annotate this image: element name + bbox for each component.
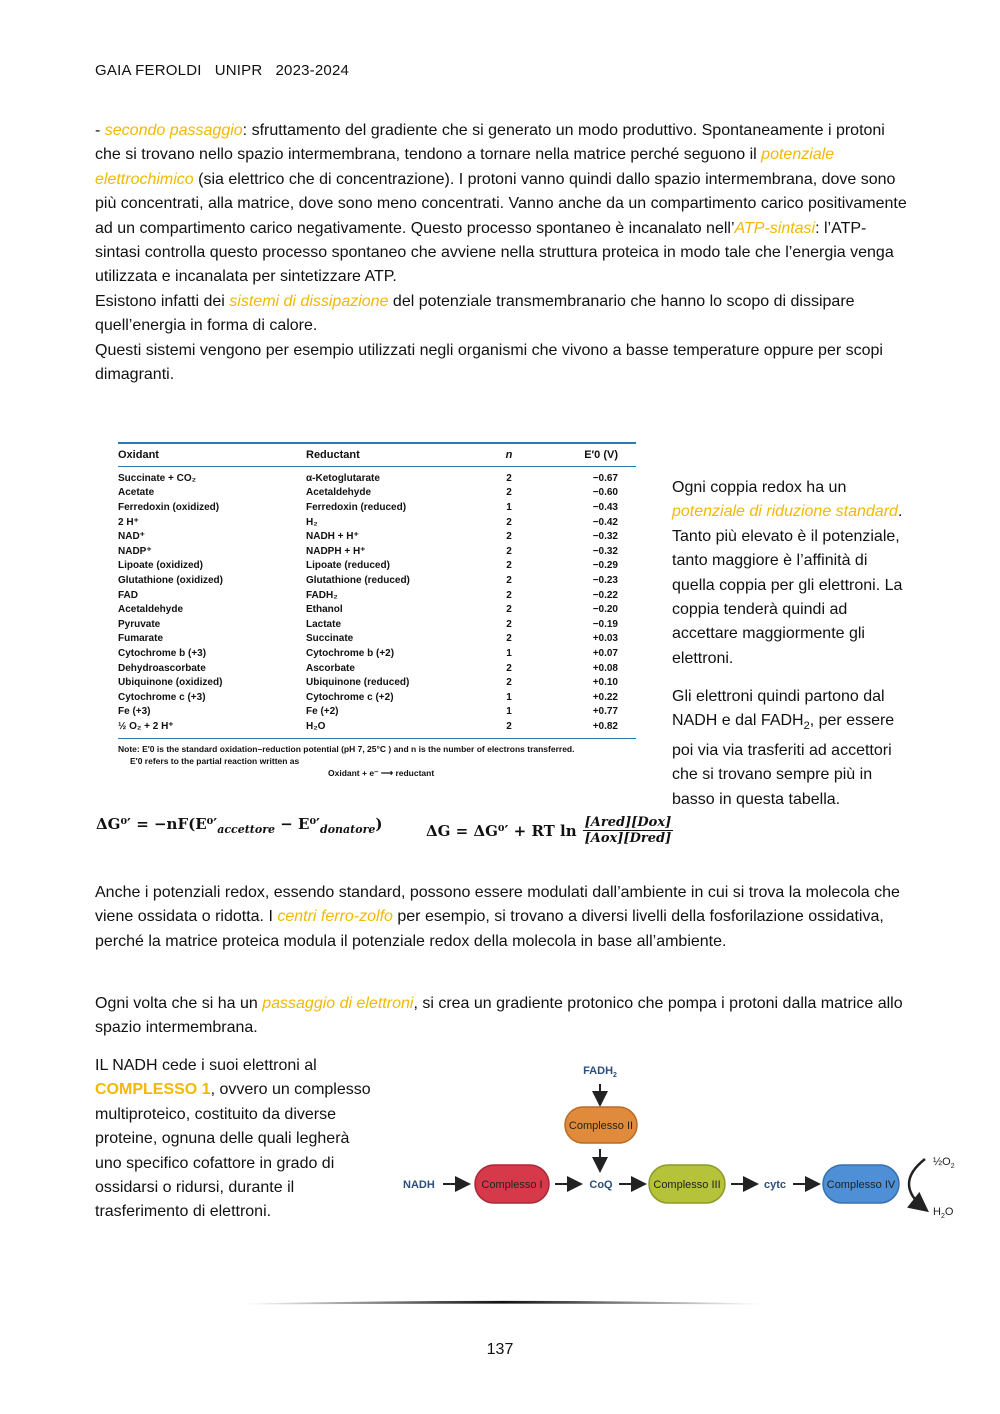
cell-reductant: NADH + H⁺ [306,531,359,543]
dissipation-paragraph: Esistono infatti dei sistemi di dissipazione del potenziale transmembranario che hanno lo scopo di dissipare quell’energia in forma di calore. [95,293,855,335]
cell-reductant: Fe (+2) [306,706,339,718]
cell-n: 2 [506,487,512,499]
table-note-line: Note: E′0 is the standard oxidation–reduction potential (pH 7, 25°C ) and n is the number of electrons transferred. [118,743,575,754]
cell-reductant: Ubiquinone (reduced) [306,677,410,689]
table-row [118,690,636,705]
oxygen-label: $\frac{1}{2}O_2$ [933,1156,955,1170]
cell-e0: −0.19 [592,618,618,630]
cell-reductant: Ascorbate [306,662,355,674]
table-header-row [118,444,636,466]
cell-n: 1 [506,501,512,513]
cell-reductant: H₂ [306,516,318,528]
redox-potential-table [118,442,636,779]
table-row [118,675,636,690]
table-note-reaction: Oxidant + e⁻ ⟶ reductant [328,767,435,778]
cell-n: 2 [506,531,512,543]
cell-n: 2 [506,589,512,601]
cell-reductant: Succinate [306,633,354,645]
cell-n: 1 [506,706,512,718]
delta-g-standard-equation: $\Delta G^0' = -nF(E^0'_{accettore} - E^0'_{donatore})$ [96,815,383,836]
table-row [118,632,636,647]
coq-label: CoQ [589,1179,613,1191]
cell-oxidant: Fe (+3) [118,706,151,718]
nadh-label: NADH [403,1179,435,1191]
cell-e0: −0.22 [592,589,618,601]
complex-2-shape [565,1107,637,1143]
table-row [118,471,636,486]
cell-e0: +0.82 [592,720,618,732]
cell-n: 2 [506,560,512,572]
complex-3-label: Complesso III [653,1179,721,1191]
cell-n: 2 [506,545,512,557]
table-row [118,573,636,588]
cell-reductant: Glutathione (reduced) [306,574,410,586]
complex-2-label: Complesso II [568,1120,634,1132]
cell-reductant: Cytochrome c (+2) [306,691,394,703]
cell-n: 2 [506,720,512,732]
table-note [118,743,636,779]
cell-oxidant: 2 H⁺ [118,516,139,528]
page-header [95,62,349,79]
cell-reductant: Acetaldehyde [306,487,372,499]
cell-reductant: Lipoate (reduced) [306,560,390,572]
cell-oxidant: NAD⁺ [118,531,145,543]
table-row [118,515,636,530]
header-university: UNIPR [214,62,263,79]
table-row [118,588,636,603]
delta-g-equation: ΔG = ΔG⁰′ + RT ln [Ared][Dox] [Aox][Dred] [426,815,672,846]
table-header-rule [118,466,636,467]
cell-e0: +0.22 [592,691,618,703]
highlight-term: centri ferro-zolfo [277,908,393,926]
cell-oxidant: FAD [118,589,138,601]
cell-reductant: Ferredoxin (reduced) [306,501,407,513]
cell-e0: +0.08 [592,662,618,674]
cell-reductant: Lactate [306,618,342,630]
table-row [118,602,636,617]
cell-e0: −0.23 [592,574,618,586]
complex-1-paragraph: IL NADH cede i suoi elettroni al COMPLESSO 1, ovvero un complesso multiproteico, costituito da diverse proteine, ognuna delle quali legherà uno specifico cofattore in grado di ossidarsi o ridursi, durante il trasferimento di elettroni. [95,1057,371,1221]
cell-oxidant: Succinate + CO₂ [118,472,197,484]
cell-oxidant: Cytochrome c (+3) [118,691,206,703]
cell-reductant: α-Ketoglutarate [306,472,380,484]
cell-n: 2 [506,604,512,616]
cell-e0: +0.07 [592,647,618,659]
highlight-term: potenziale di riduzione standard [672,503,898,521]
cell-oxidant: Fumarate [118,633,164,645]
table-row [118,705,636,720]
cell-e0: −0.43 [592,501,618,513]
intro-paragraph: - secondo passaggio: sfruttamento del gradiente che si generato un modo produttivo. Spontaneamente i protoni che si trovano nello spazio intermembrana, tendono a tornare nella matrice perché seguono il potenziale elettrochimico (sia elettrico che di concentrazione). I protoni vanno quindi dallo spazio intermembrana, dove sono più concentrati, alla matrice, dove sono meno concentrati. Vanno anche da un compartimento carico positivamente ad un compartimento carico negativamente. Questo processo spontaneo è incanalato nell’ATP-sintasi: l’ATP-sintasi controlla questo processo spontaneo che avviene nella struttura proteica in modo tale che l’energia venga utilizzata e incanalata per sintetizzare ATP. [95,122,907,286]
cell-n: 2 [506,662,512,674]
cell-e0: +0.77 [592,706,618,718]
table-row [118,529,636,544]
cell-e0: −0.20 [592,604,618,616]
cell-e0: −0.60 [592,487,618,499]
col-header-reductant: Reductant [306,449,360,461]
footer-divider [245,1298,760,1308]
water-label: $H_2O$ [933,1206,954,1220]
cell-oxidant: Lipoate (oxidized) [118,560,203,572]
cell-oxidant: Acetaldehyde [118,604,184,616]
table-row [118,719,636,734]
cell-reductant: Cytochrome b (+2) [306,647,395,659]
header-author: GAIA FEROLDI [95,62,202,79]
col-header-e0: E′0 (V) [584,449,618,461]
cell-e0: +0.10 [592,677,618,689]
cell-n: 1 [506,647,512,659]
cell-reductant: NADPH + H⁺ [306,545,366,557]
complex-4-label: Complesso IV [826,1179,896,1191]
cell-oxidant: Dehydroascorbate [118,662,206,674]
highlight-term: passaggio di elettroni [262,995,414,1012]
complex-4-shape [823,1165,899,1203]
cell-e0: −0.32 [592,545,618,557]
complex-1-shape [475,1165,549,1203]
table-row [118,544,636,559]
cell-oxidant: Cytochrome b (+3) [118,647,207,659]
cell-n: 2 [506,516,512,528]
proton-gradient-paragraph: Ogni volta che si ha un passaggio di elettroni, si crea un gradiente protonico che pompa i protoni dalla matrice allo spazio intermembrana. [95,995,903,1037]
cell-oxidant: Glutathione (oxidized) [118,574,223,586]
col-header-oxidant: Oxidant [118,449,159,461]
highlight-term: sistemi di dissipazione [229,293,389,310]
cell-oxidant: Acetate [118,487,155,499]
iron-sulfur-paragraph: Anche i potenziali redox, essendo standard, possono essere modulati dall’ambiente in cui si trova la molecola che viene ossidata o ridotta. I centri ferro-zolfo per esempio, si trovano a diversi livelli della fosforilazione ossidativa, perché la matrice proteica modula il potenziale redox della molecola in base all’ambiente. [95,884,900,950]
table-row [118,617,636,632]
cell-n: 2 [506,472,512,484]
electron-flow-explanation: Gli elettroni quindi partono dal NADH e dal $FADH_2$, per essere poi via via trasferiti ad accettori che si trovano sempre più in basso in questa tabella. [672,688,895,808]
cell-oxidant: ½ O₂ + 2 H⁺ [118,720,174,732]
header-year: 2023-2024 [275,62,350,79]
highlight-term: potenziale elettrochimico [95,146,835,188]
cell-e0: +0.03 [592,633,618,645]
fadh2-label: $FADH_2$ [583,1065,617,1079]
cell-oxidant: Ubiquinone (oxidized) [118,677,223,689]
highlight-term: ATP-sintasi [734,219,816,237]
highlight-term: COMPLESSO 1 [95,1081,211,1099]
cytc-label: cytc [763,1179,787,1191]
cell-n: 1 [506,691,512,703]
cell-reductant: FADH₂ [306,589,338,601]
examples-paragraph: Questi sistemi vengono per esempio utilizzati negli organismi che vivono a basse temperature oppure per scopi dimagranti. [95,342,883,384]
cell-n: 2 [506,574,512,586]
table-row [118,559,636,574]
cell-n: 2 [506,633,512,645]
redox-explanation: Ogni coppia redox ha un potenziale di riduzione standard. Tanto più elevato è il potenziale, tanto maggiore è l’affinità di quella coppia per gli elettroni. La coppia tenderà quindi ad accettare maggiormente gli elettroni. [672,479,903,667]
complex-3-shape [649,1165,725,1203]
table-row [118,486,636,501]
table-row [118,646,636,661]
highlight-term: secondo passaggio [104,122,243,139]
cell-reductant: Ethanol [306,604,343,616]
complex-1-label: Complesso I [481,1179,543,1191]
table-note-line: E′0 refers to the partial reaction written as [130,755,300,766]
cell-oxidant: NADP⁺ [118,545,152,557]
cell-reductant: H₂O [306,720,326,732]
table-row [118,500,636,515]
cell-n: 2 [506,618,512,630]
cell-e0: −0.67 [592,472,618,484]
cell-oxidant: Ferredoxin (oxidized) [118,501,220,513]
electron-transport-chain-diagram [395,1055,965,1230]
cell-oxidant: Pyruvate [118,618,161,630]
page-number: 137 [486,1341,514,1358]
cell-e0: −0.29 [592,560,618,572]
table-body [118,471,636,734]
cell-e0: −0.42 [592,516,618,528]
table-row [118,661,636,676]
cell-e0: −0.32 [592,531,618,543]
col-header-n: n [505,449,513,461]
table-bottom-rule [118,738,636,739]
cell-n: 2 [506,677,512,689]
